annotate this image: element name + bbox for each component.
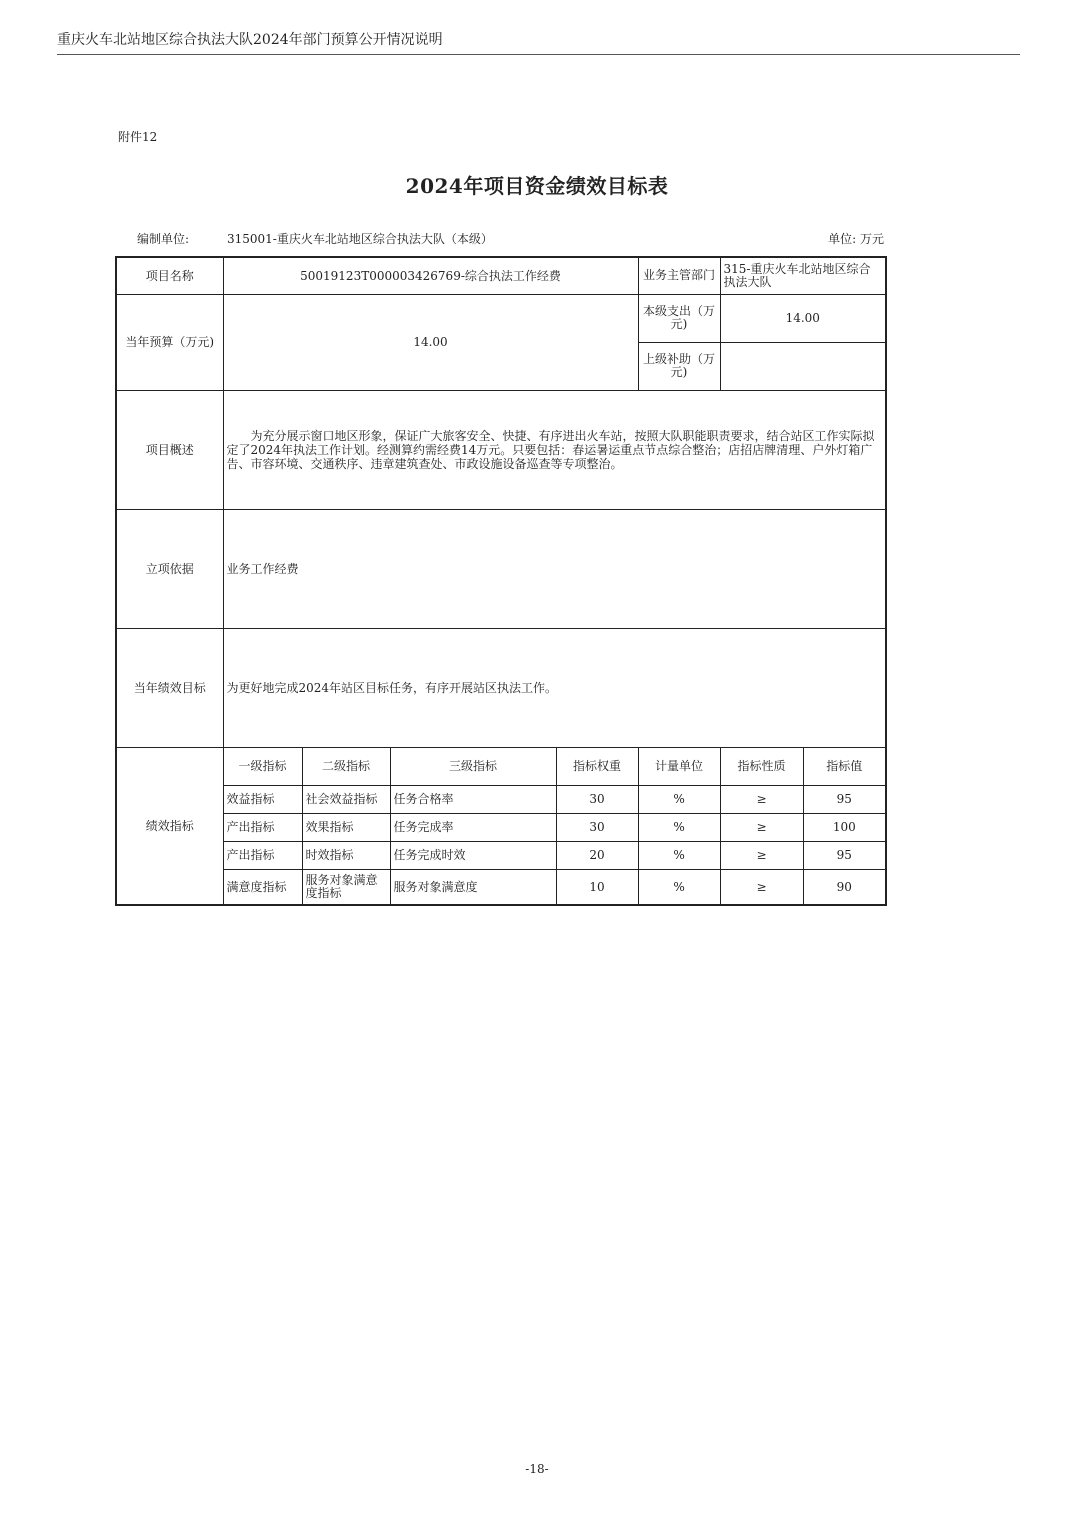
cell-level1: 满意度指标 xyxy=(223,869,302,905)
level-spend-label: 本级支出（万元) xyxy=(638,294,720,342)
header-value: 指标值 xyxy=(803,747,886,785)
goal-text: 为更好地完成2024年站区目标任务，有序开展站区执法工作。 xyxy=(223,628,886,747)
cell-nature: ≥ xyxy=(720,785,803,813)
cell-weight: 30 xyxy=(556,785,638,813)
level-spend-value: 14.00 xyxy=(720,294,886,342)
cell-level1: 产出指标 xyxy=(223,813,302,841)
table-row xyxy=(116,785,886,813)
basis-label: 立项依据 xyxy=(116,509,223,628)
project-name-value: 50019123T000003426769-综合执法工作经费 xyxy=(223,257,638,294)
cell-level3: 任务合格率 xyxy=(390,785,556,813)
cell-nature: ≥ xyxy=(720,869,803,905)
cell-value: 95 xyxy=(803,841,886,869)
cell-level1: 产出指标 xyxy=(223,841,302,869)
cell-level3: 服务对象满意度 xyxy=(390,869,556,905)
attachment-label: 附件12 xyxy=(118,130,158,144)
subsidy-value xyxy=(720,342,886,390)
cell-value: 100 xyxy=(803,813,886,841)
header-weight: 指标权重 xyxy=(556,747,638,785)
org-label: 编制单位: xyxy=(137,232,190,246)
project-name-label: 项目名称 xyxy=(116,257,223,294)
page-header: 重庆火车北站地区综合执法大队2024年部门预算公开情况说明 xyxy=(57,30,1020,55)
cell-weight: 30 xyxy=(556,813,638,841)
cell-unit: % xyxy=(638,841,720,869)
basis-text: 业务工作经费 xyxy=(223,509,886,628)
overview-label: 项目概述 xyxy=(116,390,223,509)
cell-unit: % xyxy=(638,869,720,905)
header-level3: 三级指标 xyxy=(390,747,556,785)
cell-level2: 社会效益指标 xyxy=(302,785,390,813)
cell-value: 95 xyxy=(803,785,886,813)
header-level1: 一级指标 xyxy=(223,747,302,785)
budget-label: 当年预算（万元) xyxy=(116,294,223,390)
cell-weight: 10 xyxy=(556,869,638,905)
cell-level2: 效果指标 xyxy=(302,813,390,841)
cell-level2: 时效指标 xyxy=(302,841,390,869)
cell-level1: 效益指标 xyxy=(223,785,302,813)
dept-value: 315-重庆火车北站地区综合执法大队 xyxy=(720,257,886,294)
cell-nature: ≥ xyxy=(720,813,803,841)
cell-level3: 任务完成率 xyxy=(390,813,556,841)
overview-text: 为充分展示窗口地区形象，保证广大旅客安全、快捷、有序进出火车站，按照大队职能职责要求，结合站区工作实际拟定了2024年执法工作计划。经测算约需经费14万元。只要包括：春运暑运重点节点综合整治；店招店牌清理、户外灯箱广告、市容环境、交通秩序、违章建筑查处、市政设施设备巡查等专项整治。 xyxy=(223,390,886,509)
page-number: -18- xyxy=(525,1462,549,1476)
budget-value: 14.00 xyxy=(223,294,638,390)
cell-unit: % xyxy=(638,785,720,813)
header-nature: 指标性质 xyxy=(720,747,803,785)
subsidy-label: 上级补助（万元) xyxy=(638,342,720,390)
unit-label: 单位: 万元 xyxy=(828,232,884,246)
performance-table xyxy=(115,256,887,906)
header-level2: 二级指标 xyxy=(302,747,390,785)
dept-label: 业务主管部门 xyxy=(638,257,720,294)
document-title: 2024年项目资金绩效目标表 xyxy=(405,174,669,198)
cell-weight: 20 xyxy=(556,841,638,869)
table-row xyxy=(116,813,886,841)
header-unit: 计量单位 xyxy=(638,747,720,785)
indicator-label: 绩效指标 xyxy=(116,747,223,905)
cell-nature: ≥ xyxy=(720,841,803,869)
table-row xyxy=(116,869,886,905)
table-row xyxy=(116,841,886,869)
cell-value: 90 xyxy=(803,869,886,905)
cell-level2: 服务对象满意度指标 xyxy=(302,869,390,905)
org-value: 315001-重庆火车北站地区综合执法大队（本级） xyxy=(227,232,493,246)
cell-unit: % xyxy=(638,813,720,841)
cell-level3: 任务完成时效 xyxy=(390,841,556,869)
goal-label: 当年绩效目标 xyxy=(116,628,223,747)
